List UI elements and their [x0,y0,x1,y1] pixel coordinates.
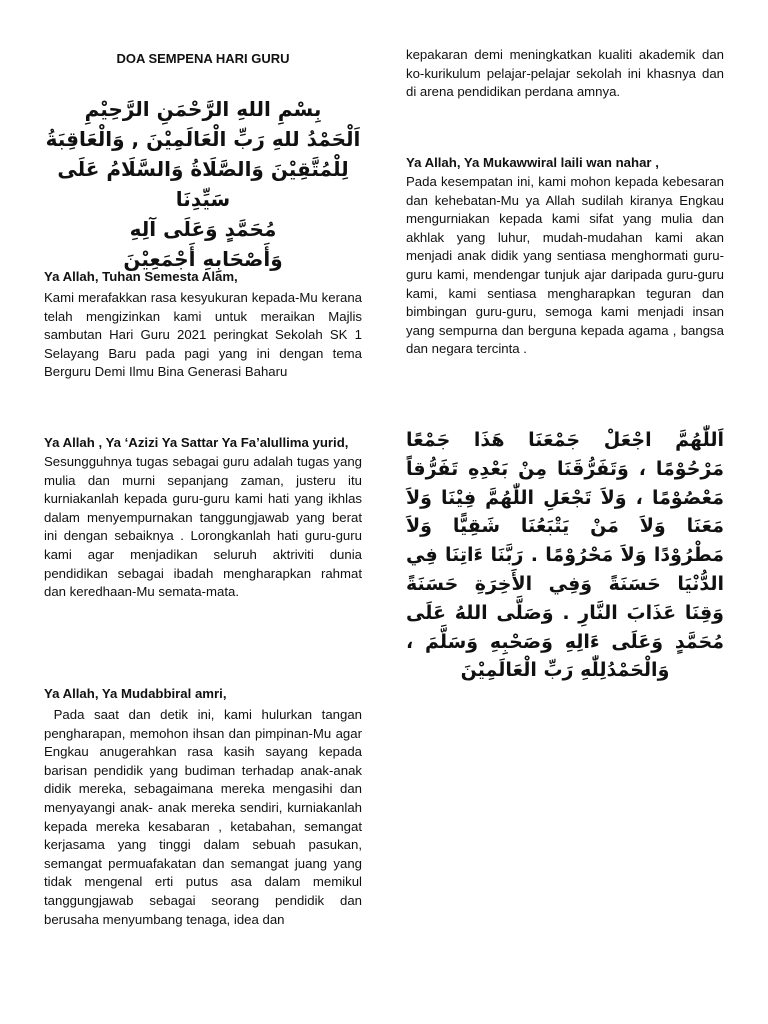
section-body: Kami merafakkan rasa kesyukuran kepada-Mu kerana telah mengizinkan kami untuk meraikan Majlis sambutan Hari Guru 2021 peringkat Sekolah SK 1 Selayang Baru pada pagi yang ini dengan tema Berguru Demi Ilmu Bina Generasi Baharu [44,290,362,380]
section-ya-mukawwiral [406,154,724,359]
arabic-opening-prayer [44,94,362,274]
arabic-line: وَأَصْحَابِهِ أَجْمَعِيْنَ [123,247,283,271]
section-tuhan-semesta-alam [44,268,362,382]
section-ya-azizi [44,434,362,602]
section-body: Sesungguhnya tugas sebagai guru adalah tugas yang mulia dan murni sepanjang zaman, justeru itu kurniakanlah kepada guru-guru kami hati yang ikhlas dalam menyempurnakan tanggungjawab yang berat ini dengan sebaiknya . Lorongkanlah hati guru-guru kami agar menjadikan seluruh aktriviti dunia pendidikan sebagai ibadah mengharapkan rahmat dan keredhaan-Mu semata-mata. [44,454,362,600]
page-title: DOA SEMPENA HARI GURU [116,51,290,66]
paragraph-text: kepakaran demi meningkatkan kualiti akademik dan ko-kurikulum pelajar-pelajar sekolah ini khasnya dan di arena pendidikan perdana amnya. [406,47,724,100]
section-heading: Ya Allah , Ya ‘Azizi Ya Sattar Ya Fa’alullima yurid, [44,435,349,450]
arabic-line: بِسْمِ اللهِ الرَّحْمَنِ الرَّحِيْمِ [84,97,322,121]
continuation-paragraph [406,46,724,102]
section-ya-mudabbiral [44,685,366,929]
arabic-closing-prayer: اَللّٰهُمَّ اجْعَلْ جَمْعَنَا هَذَا جَمْعًا مَرْحُوْمًا ، وَتَفَرُّقَنَا مِنْ بَعْدِهِ تَفَرُّقاً مَعْصُوْمًا ، وَلاَ تَجْعَلِ اللّٰهُمَّ فِيْنَا وَلاَ مَعَنَا وَلاَ مَنْ يَتْبَعُنَا شَقِيًّا وَلاَ مَطْرُوْدًا وَلاَ مَحْرُوْمًا . رَبَّنَا ءَاتِنَا فِي الدُّنْيَا حَسَنَةً وَفِي الأَخِرَةِ حَسَنَةً وَقِنَا عَذَابَ النَّارِ . وَصَلَّى اللهُ عَلَى مُحَمَّدٍ وَعَلَى ءَالِهِ وَصَحْبِهِ وَسَلَّمَ ، وَالْحَمْدُلِلّٰهِ رَبِّ الْعَالَمِيْنَ [406,429,724,682]
arabic-line: لِلْمُتَّقِيْنَ وَالصَّلَاةُ وَالسَّلَامُ عَلَى سَيِّدِنَا [57,157,349,211]
section-body: Pada saat dan detik ini, kami hulurkan tangan pengharapan, memohon ihsan dan pimpinan-Mu agar Engkau anugerahkan rasa kasih sayang kepada barisan pendidik yang budiman terhadap anak-anak didik mereka, sebagaimana mereka mengasihi dan menyayangi anak- anak mereka sendiri, kurniakanlah kepada mereka kesabaran , ketabahan, semangat kerjasama yang tinggi dalam sebuah pasukan, semangat permuafakatan dan semangat juang yang tidak mengenal erti putus asa dalam memikul tanggungjawab sebagai seorang pendidik dan berusaha menyumbang tenaga, idea dan [44,707,366,927]
arabic-line: مُحَمَّدٍ وَعَلَى آلِهِ [129,217,277,241]
section-body: Pada kesempatan ini, kami mohon kepada kebesaran dan kehebatan-Mu ya Allah sudilah kiranya Engkau mengurniakan kepada kami sifat yang mulia dan akhlak yang luhur, mudah-mudahan kami akan menjadi anak didik yang sentiasa menghormati guru-guru kami, mendengar tunjuk ajar daripada guru-guru kami, kami sentiasa mengharapkan teguran dan bimbingan guru-guru, semoga kami menjadi insan yang sempurna dan berguna kepada agama , bangsa dan negara tercinta . [406,174,724,357]
section-heading: Ya Allah, Tuhan Semesta Alam, [44,269,238,284]
section-heading: Ya Allah, Ya Mukawwiral laili wan nahar , [406,155,659,170]
section-heading: Ya Allah, Ya Mudabbiral amri, [44,686,227,701]
arabic-line: اَلْحَمْدُ للهِ رَبِّ الْعَالَمِيْنَ , وَالْعَاقِبَةُ [45,127,361,151]
